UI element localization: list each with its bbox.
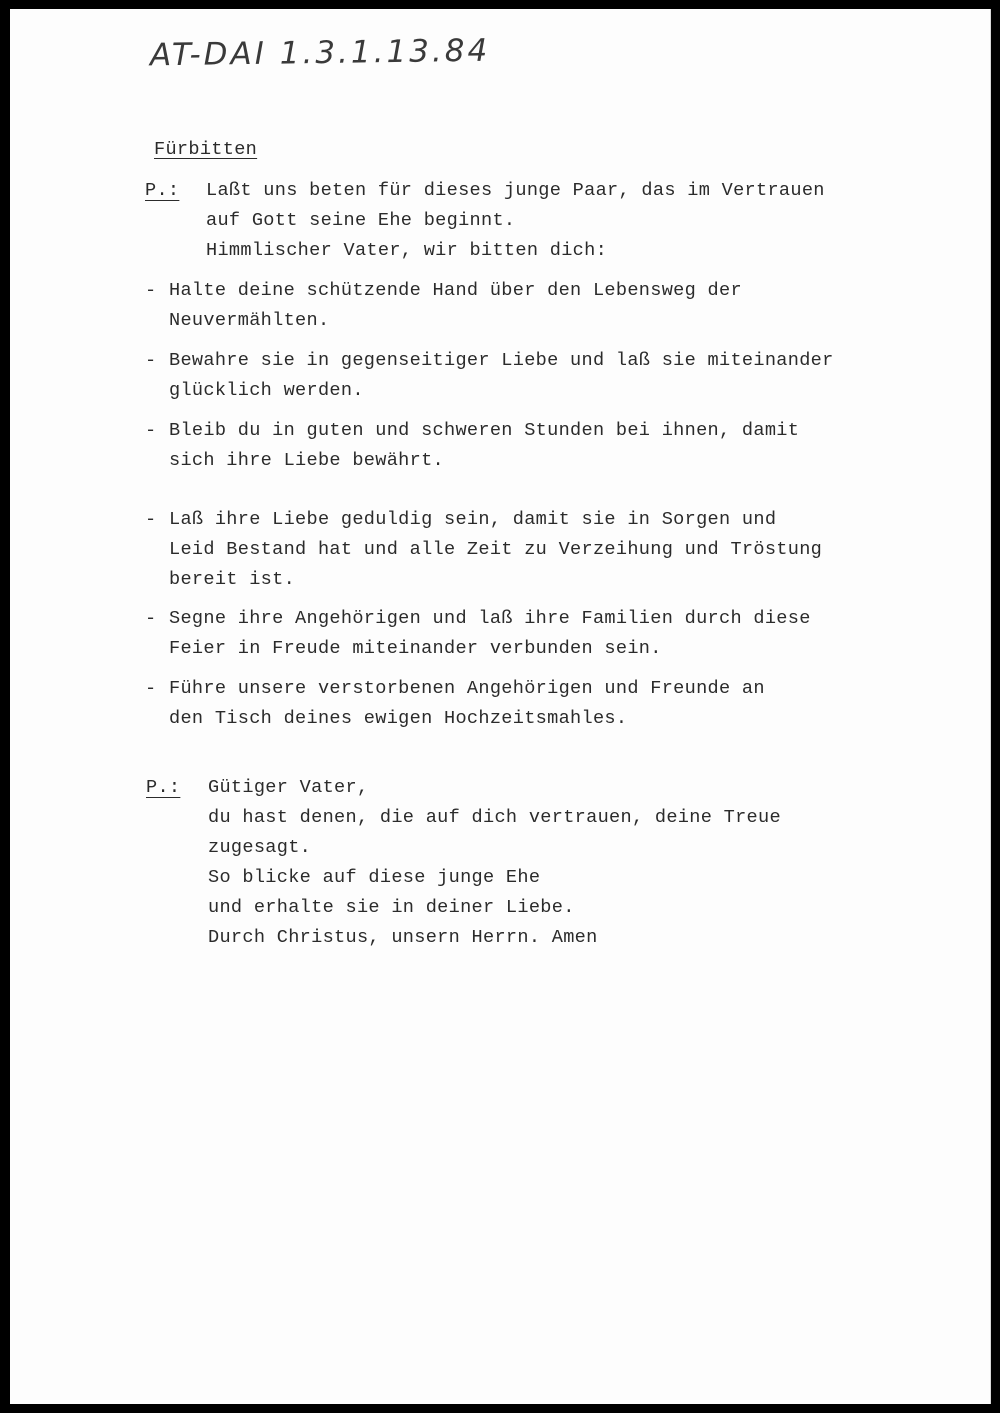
petition-line: Leid Bestand hat und alle Zeit zu Verzeihung und Tröstung xyxy=(169,539,823,560)
intro-speaker: P.: xyxy=(145,180,180,201)
archive-signature: AT-DAI 1.3.1.13.84 xyxy=(149,32,491,74)
petition-line: Bewahre sie in gegenseitiger Liebe und laß sie miteinander xyxy=(169,350,834,371)
petition-line: Halte deine schützende Hand über den Lebensweg der xyxy=(169,280,742,301)
petition-marker: - xyxy=(145,280,157,301)
petition-line: Feier in Freude miteinander verbunden sein. xyxy=(169,638,662,659)
petition-line: glücklich werden. xyxy=(169,380,364,401)
document-title: Fürbitten xyxy=(154,139,258,160)
petition-line: Bleib du in guten und schweren Stunden bei ihnen, damit xyxy=(169,420,800,441)
petition-line: bereit ist. xyxy=(169,569,296,590)
petition-line: Neuvermählten. xyxy=(169,310,330,331)
petition-marker: - xyxy=(145,608,157,629)
petition-marker: - xyxy=(145,509,157,530)
closing-line: Gütiger Vater, xyxy=(208,777,369,798)
petition-line: sich ihre Liebe bewährt. xyxy=(169,450,444,471)
petition-line: Führe unsere verstorbenen Angehörigen und Freunde an xyxy=(169,678,765,699)
document-page xyxy=(10,9,991,1404)
petition-line: den Tisch deines ewigen Hochzeitsmahles. xyxy=(169,708,628,729)
petition-marker: - xyxy=(145,420,157,441)
intro-line: Himmlischer Vater, wir bitten dich: xyxy=(206,240,608,261)
closing-line: du hast denen, die auf dich vertrauen, deine Treue xyxy=(208,807,781,828)
petition-marker: - xyxy=(145,678,157,699)
intro-line: auf Gott seine Ehe beginnt. xyxy=(206,210,516,231)
intro-line: Laßt uns beten für dieses junge Paar, das im Vertrauen xyxy=(206,180,825,201)
closing-line: So blicke auf diese junge Ehe xyxy=(208,867,541,888)
closing-line: zugesagt. xyxy=(208,837,312,858)
petition-line: Segne ihre Angehörigen und laß ihre Familien durch diese xyxy=(169,608,811,629)
closing-speaker: P.: xyxy=(146,777,181,798)
closing-line: und erhalte sie in deiner Liebe. xyxy=(208,897,575,918)
petition-line: Laß ihre Liebe geduldig sein, damit sie in Sorgen und xyxy=(169,509,777,530)
petition-marker: - xyxy=(145,350,157,371)
closing-line: Durch Christus, unsern Herrn. Amen xyxy=(208,927,598,948)
